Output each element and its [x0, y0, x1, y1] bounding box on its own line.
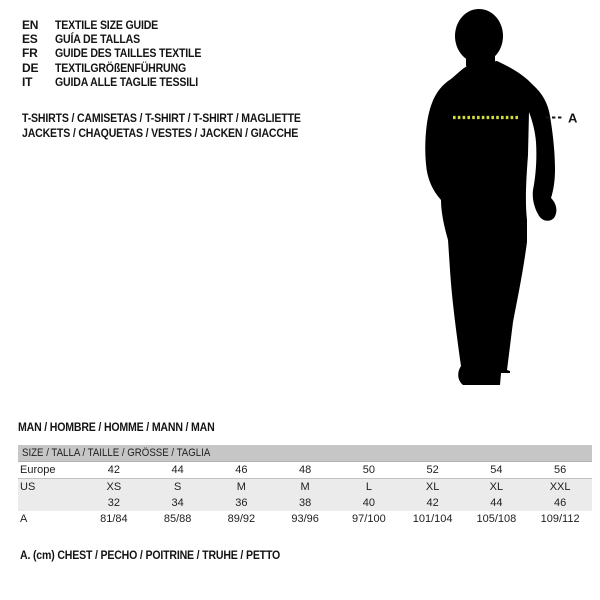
table-cell: XXL [528, 479, 592, 496]
table-cell: 38 [273, 495, 337, 511]
table-cell: 32 [82, 495, 146, 511]
table-cell: 105/108 [476, 513, 517, 525]
table-cell: 34 [146, 495, 210, 511]
language-label: GUIDE DES TAILLES TEXTILE [55, 46, 202, 61]
table-cell: 36 [210, 495, 274, 511]
table-cell: 52 [401, 462, 465, 479]
table-cell: 93/96 [291, 513, 319, 525]
product-category-list [22, 111, 339, 141]
table-cell: 44 [146, 462, 210, 479]
product-line-jackets: JACKETS / CHAQUETAS / VESTES / JACKEN / GIACCHE [22, 126, 299, 140]
table-cell: 97/100 [352, 513, 386, 525]
table-row-europe [18, 462, 592, 479]
table-cell: 46 [210, 462, 274, 479]
language-row [22, 18, 221, 32]
table-cell: XL [465, 479, 529, 496]
language-code: IT [22, 74, 33, 89]
row-label: US [18, 479, 82, 496]
language-code: ES [22, 32, 38, 47]
language-label: GUIDA ALLE TAGLIE TESSILI [55, 74, 199, 89]
table-cell: 101/104 [412, 513, 453, 525]
body-shape [425, 61, 556, 385]
product-line-tshirts: T-SHIRTS / CAMISETAS / T-SHIRT / T-SHIRT / MAGLIETTE [22, 111, 301, 125]
table-cell: 40 [337, 495, 401, 511]
table-row-chest-cm [18, 511, 592, 527]
language-label: GUÍA DE TALLAS [55, 32, 140, 47]
size-table-header-row [18, 445, 592, 462]
table-cell: 46 [528, 495, 592, 511]
table-cell: 54 [465, 462, 529, 479]
language-row [22, 32, 221, 46]
language-label: TEXTILGRÖßENFÜHRUNG [55, 60, 187, 75]
table-cell: 89/92 [227, 513, 256, 525]
table-cell: XS [82, 479, 146, 496]
table-cell: S [146, 479, 210, 496]
table-cell: M [210, 479, 274, 496]
language-list [22, 18, 221, 89]
table-cell: 42 [401, 495, 465, 511]
table-cell: XL [401, 479, 465, 496]
language-row [22, 75, 221, 89]
language-code: EN [22, 18, 39, 32]
table-cell: L [337, 479, 401, 496]
table-cell: 44 [465, 495, 529, 511]
table-cell: 85/88 [163, 513, 192, 525]
size-table [18, 445, 592, 527]
size-table-header: SIZE / TALLA / TAILLE / GRÖSSE / TAGLIA [18, 445, 592, 462]
language-label: TEXTILE SIZE GUIDE [55, 18, 159, 32]
man-silhouette-figure [400, 0, 600, 400]
table-cell: 56 [528, 462, 592, 479]
language-code: FR [22, 46, 38, 61]
table-cell: M [273, 479, 337, 496]
table-cell: 81/84 [100, 513, 128, 525]
language-code: DE [22, 60, 39, 75]
section-title-man: MAN / HOMBRE / HOMME / MANN / MAN [18, 420, 215, 434]
language-row [22, 46, 221, 60]
measure-label-a: A [568, 110, 578, 126]
language-row [22, 61, 221, 75]
man-silhouette [425, 9, 556, 385]
table-row-us-numeric [18, 495, 592, 511]
table-cell: 109/112 [540, 513, 580, 525]
table-cell: 48 [273, 462, 337, 479]
table-row-us [18, 479, 592, 496]
table-cell: 42 [82, 462, 146, 479]
row-label: A [20, 513, 28, 525]
table-cell: 50 [337, 462, 401, 479]
row-label: Europe [18, 462, 82, 479]
row-label [18, 495, 82, 511]
measurement-footnote: A. (cm) CHEST / PECHO / POITRINE / TRUHE / PETTO [20, 548, 281, 562]
